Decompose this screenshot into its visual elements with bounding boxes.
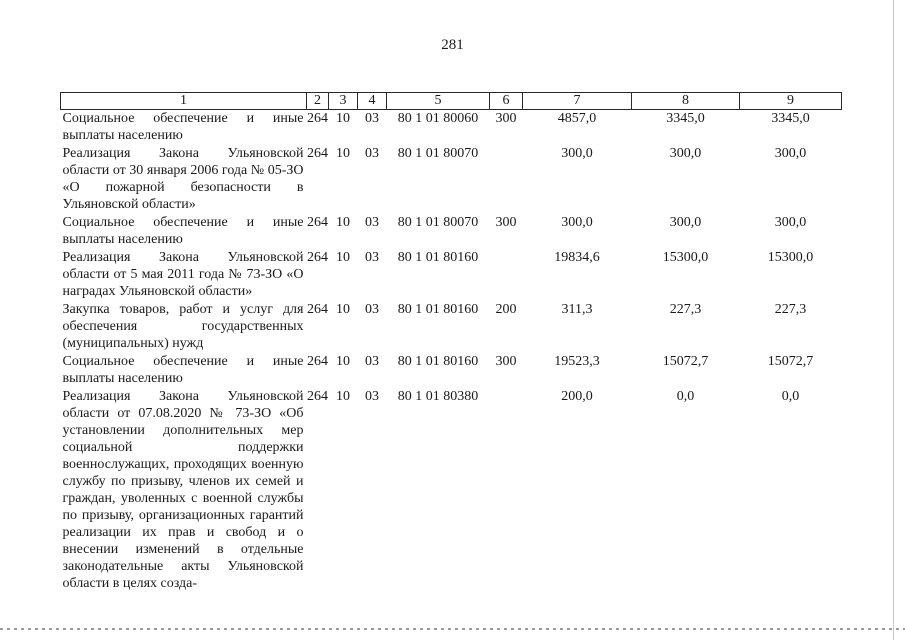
table-row xyxy=(61,110,842,146)
cell-c7: 19834,6 xyxy=(554,250,600,265)
cell-c4: 03 xyxy=(365,215,379,230)
cell-c2: 264 xyxy=(307,250,328,265)
cell-c3: 10 xyxy=(336,354,350,369)
cell-c2: 264 xyxy=(307,302,328,317)
cell-c9: 300,0 xyxy=(774,215,807,230)
row-name: Социальное обеспечение и иные выплаты населению xyxy=(62,354,304,386)
cell-c9: 300,0 xyxy=(774,146,807,161)
column-header: 9 xyxy=(740,93,842,110)
cell-c9: 15300,0 xyxy=(767,250,814,265)
table-row xyxy=(61,145,842,214)
column-header: 1 xyxy=(61,93,307,110)
table-row xyxy=(61,388,842,593)
cell-c4: 03 xyxy=(365,111,379,126)
table-row xyxy=(61,249,842,301)
row-name: Реализация Закона Ульяновской области от 5 мая 2011 года № 73-ЗО «О наградах Ульяновской области» xyxy=(62,250,304,299)
cell-c7: 311,3 xyxy=(561,302,593,317)
cell-c2: 264 xyxy=(307,215,328,230)
cell-c8: 227,3 xyxy=(669,302,702,317)
row-name: Закупка товаров, работ и услуг для обеспечения государственных (муниципальных) нужд xyxy=(62,302,304,351)
cell-c5: 80 1 01 80070 xyxy=(397,215,479,230)
cell-c5: 80 1 01 80380 xyxy=(397,389,479,404)
cell-c7: 200,0 xyxy=(561,389,593,404)
cell-c4: 03 xyxy=(365,354,379,369)
cell-c6 xyxy=(490,388,523,593)
cell-c2: 264 xyxy=(307,354,328,369)
cell-c3: 10 xyxy=(336,146,350,161)
cell-c6: 300 xyxy=(495,215,517,230)
cell-c5: 80 1 01 80160 xyxy=(397,354,479,369)
cell-c8: 3345,0 xyxy=(666,111,705,126)
cell-c9: 3345,0 xyxy=(771,111,810,126)
table-header-row xyxy=(61,93,842,110)
cell-c8: 15300,0 xyxy=(662,250,709,265)
cell-c4: 03 xyxy=(365,250,379,265)
budget-table xyxy=(60,92,842,593)
cell-c6: 200 xyxy=(495,302,517,317)
table-row xyxy=(61,301,842,353)
cell-c4: 03 xyxy=(365,389,379,404)
cell-c8: 300,0 xyxy=(669,146,702,161)
page-bottom-edge xyxy=(0,628,905,630)
cell-c2: 264 xyxy=(307,111,328,126)
page-right-edge xyxy=(893,0,894,640)
cell-c5: 80 1 01 80060 xyxy=(397,111,479,126)
cell-c3: 10 xyxy=(336,215,350,230)
cell-c3: 10 xyxy=(336,250,350,265)
cell-c7: 19523,3 xyxy=(554,354,600,369)
cell-c9: 227,3 xyxy=(774,302,807,317)
cell-c8: 300,0 xyxy=(669,215,702,230)
cell-c6: 300 xyxy=(495,354,517,369)
row-name: Реализация Закона Ульяновской области от 30 января 2006 года № 05-ЗО «О пожарной безопасности в Ульяновской области» xyxy=(62,146,304,212)
column-header: 2 xyxy=(307,93,329,110)
cell-c5: 80 1 01 80160 xyxy=(397,302,479,317)
row-name: Социальное обеспечение и иные выплаты населению xyxy=(62,215,304,247)
cell-c6 xyxy=(490,145,523,214)
cell-c5: 80 1 01 80160 xyxy=(397,250,479,265)
cell-c8: 0,0 xyxy=(676,389,695,404)
table-row xyxy=(61,353,842,388)
row-name: Реализация Закона Ульяновской области от 07.08.2020 № 73-ЗО «Об установлении дополнительных мер социальной поддержки военнослужащих, проходящих военную службу по призыву, членов их семей и граждан, уволенных с военной службы по призыву, организационных гарантий реализации их прав и свобод и о внесении изменений в отдельные законодательные акты Ульяновской области в целях созда- xyxy=(62,389,304,591)
column-header: 6 xyxy=(490,93,523,110)
cell-c4: 03 xyxy=(365,146,379,161)
cell-c5: 80 1 01 80070 xyxy=(397,146,479,161)
cell-c9: 0,0 xyxy=(781,389,800,404)
cell-c9: 15072,7 xyxy=(767,354,814,369)
cell-c3: 10 xyxy=(336,111,350,126)
column-header: 3 xyxy=(329,93,358,110)
column-header: 4 xyxy=(358,93,387,110)
cell-c6: 300 xyxy=(495,111,517,126)
cell-c7: 300,0 xyxy=(561,146,593,161)
column-header: 5 xyxy=(387,93,490,110)
cell-c6 xyxy=(490,249,523,301)
cell-c8: 15072,7 xyxy=(662,354,709,369)
column-header: 7 xyxy=(523,93,632,110)
cell-c4: 03 xyxy=(365,302,379,317)
table-row xyxy=(61,214,842,249)
row-name: Социальное обеспечение и иные выплаты населению xyxy=(62,111,304,143)
column-header: 8 xyxy=(632,93,740,110)
cell-c3: 10 xyxy=(336,302,350,317)
cell-c7: 300,0 xyxy=(561,215,593,230)
cell-c2: 264 xyxy=(307,389,328,404)
cell-c7: 4857,0 xyxy=(557,111,597,126)
cell-c2: 264 xyxy=(307,146,328,161)
page-number: 281 xyxy=(441,37,464,53)
cell-c3: 10 xyxy=(336,389,350,404)
